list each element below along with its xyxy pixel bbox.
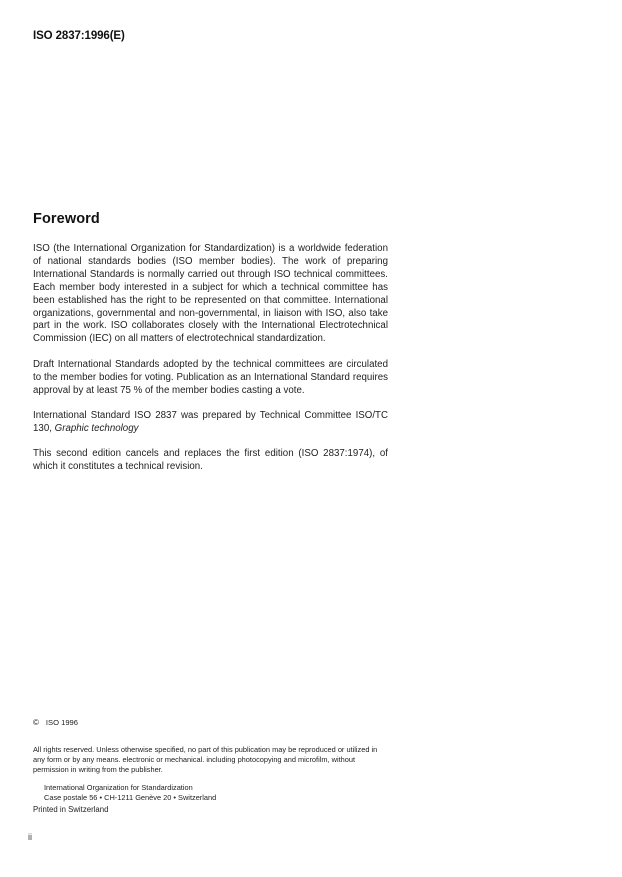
foreword-heading: Foreword <box>33 211 100 227</box>
rights-reserved-text: All rights reserved. Unless otherwise specified, no part of this publication may be reproduced or utilized in any form or by any means. electronic or mechanical. including photocopying and microfilm, without permission in writing from the publisher. <box>33 745 378 774</box>
copyright-line <box>33 718 78 727</box>
publisher-address-block <box>44 783 216 803</box>
foreword-paragraph-1: ISO (the International Organization for Standardization) is a worldwide federation of national standards bodies (ISO member bodies). The work of preparing International Standards is normally carried out through ISO technical committees. Each member body interested in a subject for which a technical committee has been established has the right to be represented on that committee. International organizations, governmental and non-governmental, in liaison with ISO, also take part in the work. ISO collaborates closely with the International Electrotechnical Commission (IEC) on all matters of electrotechnical standardization. <box>33 243 388 345</box>
copyright-text: ISO 1996 <box>45 718 78 727</box>
foreword-paragraph-committee <box>33 410 388 436</box>
foreword-paragraph-2: Draft International Standards adopted by the technical committees are circulated to the member bodies for voting. Publication as an International Standard requires approval by at least 75 % of the member bodies casting a vote. <box>33 358 388 396</box>
publisher-organization: International Organization for Standardization <box>44 783 193 792</box>
committee-name-italic: Graphic technology <box>54 422 139 434</box>
page-number: ii <box>28 832 32 842</box>
rights-reserved-block <box>33 745 385 775</box>
printed-in-line: Printed in Switzerland <box>33 805 109 814</box>
publisher-address: Case postale 56 • CH-1211 Genève 20 • Switzerland <box>44 793 217 803</box>
committee-paragraph-lead: International Standard ISO 2837 was prepared by Technical Committee ISO/TC 130, <box>33 409 388 434</box>
document-header-reference: ISO 2837:1996(E) <box>33 30 125 42</box>
foreword-body <box>33 243 388 474</box>
foreword-paragraph-3: This second edition cancels and replaces the first edition (ISO 2837:1974), of which it constitutes a technical revision. <box>33 448 388 473</box>
copyright-icon: © <box>33 718 39 727</box>
